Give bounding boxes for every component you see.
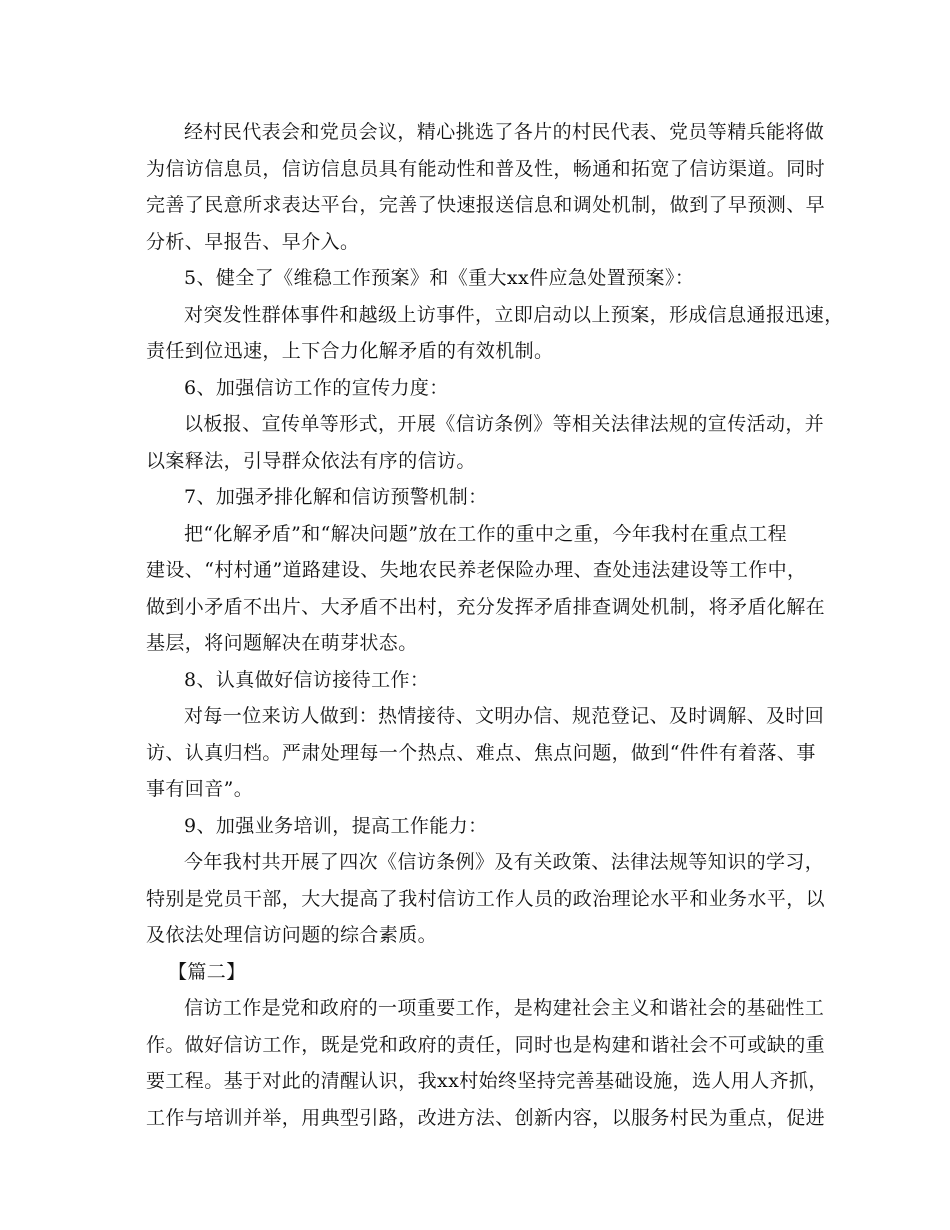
text-line: 责任到位迅速，上下合力化解矛盾的有效机制。 (146, 340, 554, 362)
text-line: 为信访信息员，信访信息员具有能动性和普及性，畅通和拓宽了信访渠道。同时 (146, 157, 826, 180)
text-line: 工作与培训并举，用典型引路，改进方法、创新内容，以服务村民为重点，促进 (146, 1106, 826, 1129)
text-line: 建设、“村村通”道路建设、失地农民养老保险办理、查处违法建设等工作中， (146, 559, 807, 581)
text-line: 要工程。基于对此的清醒认识，我xx村始终坚持完善基础设施，选人用人齐抓， (146, 1070, 828, 1092)
text-line: 把“化解矛盾”和“解决问题”放在工作的重中之重，今年我村在重点工程 (184, 522, 788, 545)
text-line: 基层，将问题解决在萌芽状态。 (146, 632, 418, 654)
text-line: 分析、早报告、早介入。 (146, 230, 360, 253)
text-line: 及依法处理信访问题的综合素质。 (146, 924, 438, 946)
text-line: 以案释法，引导群众依法有序的信访。 (146, 449, 476, 472)
text-line: 做到小矛盾不出片、大矛盾不出村，充分发挥矛盾排查调处机制，将矛盾化解在 (146, 595, 826, 618)
text-line: 对突发性群体事件和越级上访事件，立即启动以上预案，形成信息通报迅速， (184, 303, 844, 326)
document-body (146, 114, 844, 1136)
text-line: 5、健全了《维稳工作预案》和《重大xx件应急处置预案》： (184, 267, 695, 289)
text-line: 访、认真归档。严肃处理每一个热点、难点、焦点问题，做到“件件有着落、事 (146, 741, 816, 764)
text-line: 信访工作是党和政府的一项重要工作，是构建社会主义和谐社会的基础性工 (184, 997, 825, 1019)
section-heading: 【篇二】 (168, 960, 246, 983)
text-line: 9、加强业务培训，提高工作能力： (184, 814, 488, 837)
text-line: 以板报、宣传单等形式，开展《信访条例》等相关法律法规的宣传活动，并 (184, 413, 825, 435)
text-line: 经村民代表会和党员会议，精心挑选了各片的村民代表、党员等精兵能将做 (184, 121, 825, 143)
text-line: 7、加强矛排化解和信访预警机制： (184, 486, 488, 508)
text-line: 完善了民意所求表达平台，完善了快速报送信息和调处机制，做到了早预测、早 (146, 194, 826, 216)
text-line: 对每一位来访人做到：热情接待、文明办信、规范登记、及时调解、及时回 (184, 705, 825, 727)
text-line: 8、认真做好信访接待工作： (184, 668, 430, 691)
text-line: 作。做好信访工作，既是党和政府的责任，同时也是构建和谐社会不可或缺的重 (146, 1033, 826, 1056)
text-line: 特别是党员干部，大大提高了我村信访工作人员的政治理论水平和业务水平，以 (146, 887, 826, 910)
text-line: 事有回音”。 (146, 778, 254, 800)
text-line: 6、加强信访工作的宣传力度： (184, 376, 449, 399)
text-line: 今年我村共开展了四次《信访条例》及有关政策、法律法规等知识的学习， (184, 851, 825, 873)
